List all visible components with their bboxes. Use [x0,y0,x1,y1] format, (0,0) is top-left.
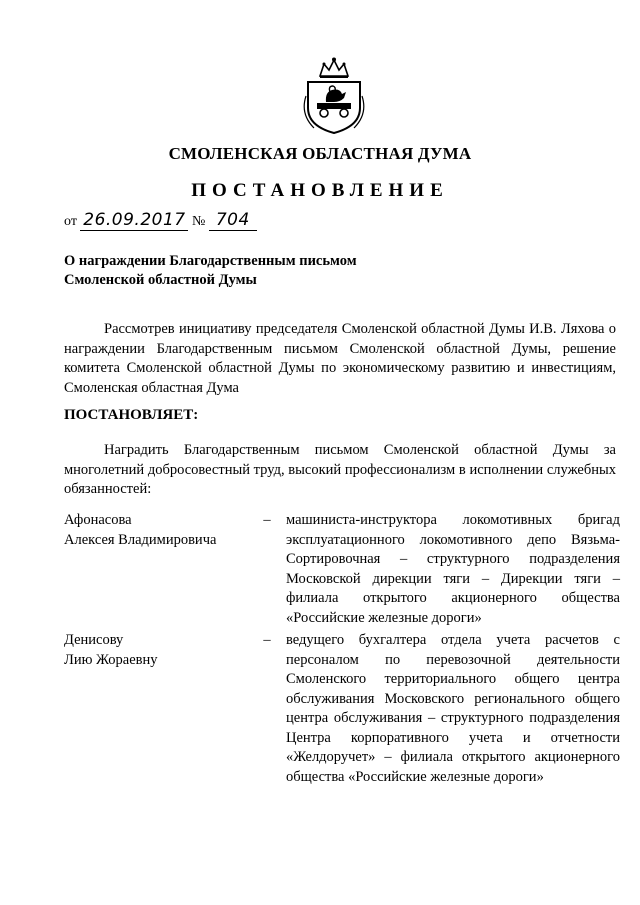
document-date: 26.09.2017 [80,210,188,231]
awardee-position: машиниста-инструктора локомотивных бригад эксплуатационного локомотивного депо Вязьма-Сортировочная – структурного подразделения Московской дирекции тяги – Дирекции тяги – филиала открытого акционерного общества «Российские железные дороги» [286,512,620,626]
awardee-position: ведущего бухгалтера отдела учета расчетов с персоналом по перевозочной деятельности Смоленского территориального общего центра обслуживания Московского регионального общего центра обслуживания – структурного подразделения Центра корпоративного учета и отчетности «Желдоручет» – филиала открытого акционерного общества «Российские железные дороги» [286,632,620,785]
date-line [64,210,257,231]
smolensk-coat-of-arms-icon [300,56,368,136]
awardee-name [64,631,254,670]
document-number: 704 [209,210,257,231]
date-from-label: от [64,214,77,229]
subject-line: О награждении Благодарственным письмом [64,253,357,269]
document-subject [64,252,384,290]
entry-dash: – [263,632,271,648]
organization-name: СМОЛЕНСКАЯ ОБЛАСТНАЯ ДУМА [168,144,472,163]
decree-paragraph: Наградить Благодарственным письмом Смоленской областной Думы за многолетний добросовестный труд, высокий профессионализм в исполнении служебных обязанностей: [64,442,616,497]
decree-heading: ПОСТАНОВЛЯЕТ: [64,407,199,423]
preamble-paragraph: Рассмотрев инициативу председателя Смоленской областной Думы И.В. Ляхова о награждении Благодарственным письмом Смоленской областной Думы, решение комитета Смоленской областной Думы по экономическому развитию и инвестициям, Смоленская областная Дума [64,321,616,396]
awardee-given-names: Лию Жораевну [64,651,158,668]
document-type: ПОСТАНОВЛЕНИЕ [191,180,449,201]
entry-dash: – [263,512,271,528]
awardee-name [64,511,254,550]
awardee-surname: Денисову [64,632,124,648]
subject-line: Смоленской областной Думы [64,272,257,288]
awardee-surname: Афонасова [64,512,132,528]
number-label: № [191,214,206,229]
awardee-given-names: Алексея Владимировича [64,531,217,548]
